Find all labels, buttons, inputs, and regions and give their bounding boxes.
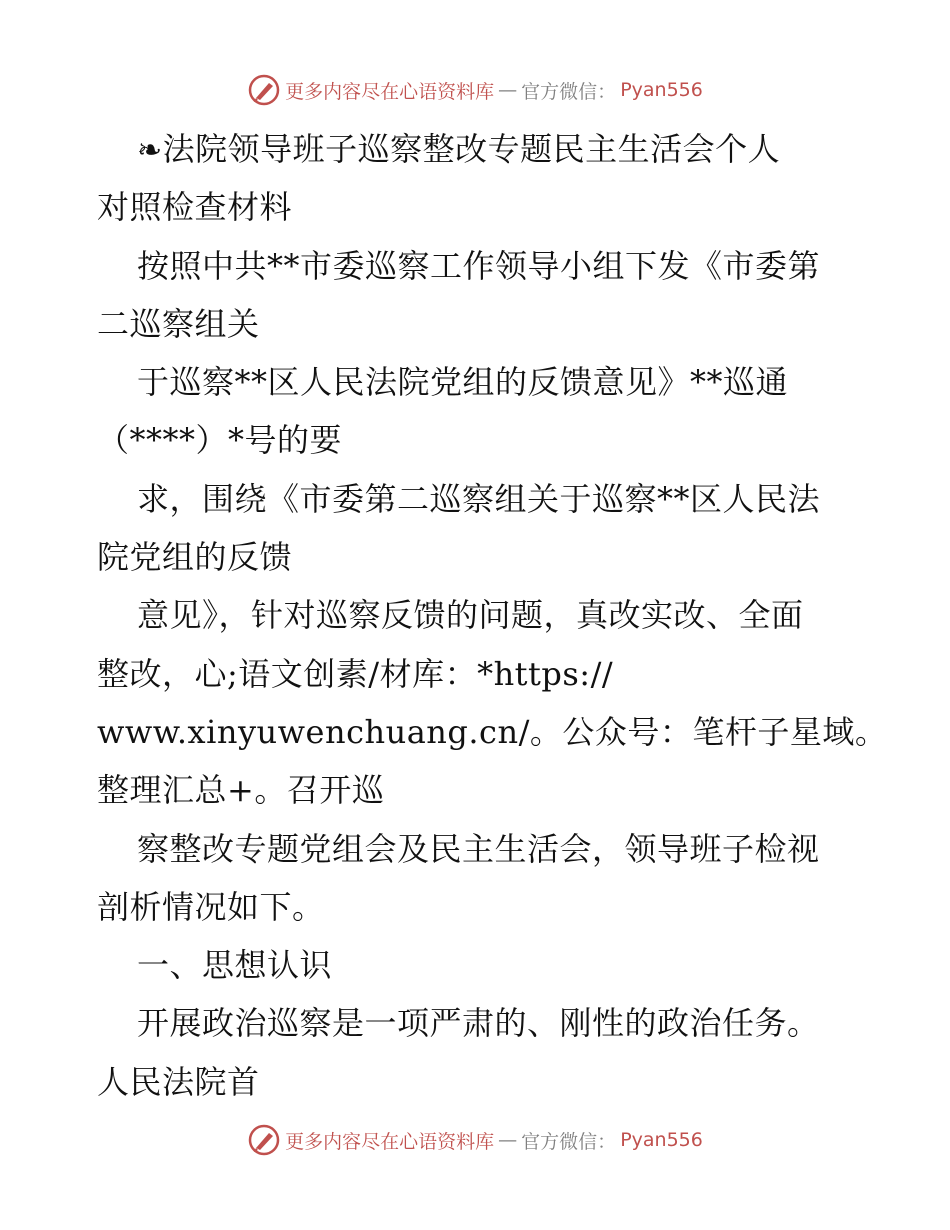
paragraph-line: 整理汇总+。召开巡 — [97, 771, 385, 810]
document-title-line-2: 对照检查材料 — [97, 188, 293, 227]
paragraph-line: 院党组的反馈 — [97, 538, 293, 577]
paragraph-line: 于巡察**区人民法院党组的反馈意见》**巡通 — [137, 363, 789, 402]
paragraph-line: 整改，心;语文创素/材库：*https:// — [97, 654, 614, 693]
footer-watermark — [0, 1120, 950, 1160]
paragraph-line: 察整改专题党组会及民主生活会，领导班子检视 — [137, 829, 820, 868]
watermark-dash: — — [498, 1129, 518, 1151]
section-heading: 一、思想认识 — [137, 946, 333, 985]
paragraph-line: 剖析情况如下。 — [97, 887, 325, 926]
document-body — [97, 120, 888, 1111]
watermark-wechat-id: Pyan556 — [620, 79, 703, 101]
ornament-icon: ❧ — [137, 133, 163, 168]
paragraph-line: www.xinyuwenchuang.cn/。公众号：笔杆子星域。 — [97, 712, 888, 751]
watermark-wechat-id: Pyan556 — [620, 1129, 703, 1151]
watermark-text: 更多内容尽在心语资料库 — [285, 1130, 495, 1153]
header-watermark — [0, 70, 950, 110]
title-text-1: 法院领导班子巡察整改专题民主生活会个人 — [162, 130, 781, 168]
paragraph-line: 开展政治巡察是一项严肃的、刚性的政治任务。 — [137, 1004, 820, 1043]
paragraph-line: 意见》，针对巡察反馈的问题，真改实改、全面 — [137, 596, 804, 635]
watermark-text: 更多内容尽在心语资料库 — [285, 80, 495, 103]
paragraph-line: 求，围绕《市委第二巡察组关于巡察**区人民法 — [137, 479, 821, 518]
watermark-dash: — — [498, 79, 518, 101]
paragraph-line: 按照中共**市委巡察工作领导小组下发《市委第 — [137, 246, 821, 285]
paragraph-line: （****）*号的要 — [97, 421, 343, 460]
paragraph-line: 二巡察组关 — [97, 304, 260, 343]
paragraph-line: 人民法院首 — [97, 1062, 260, 1101]
document-title-line-1 — [97, 120, 857, 178]
pen-logo-icon — [247, 1123, 281, 1157]
watermark-wechat-label: 官方微信： — [521, 80, 617, 103]
watermark-wechat-label: 官方微信： — [521, 1130, 617, 1153]
pen-logo-icon — [247, 73, 281, 107]
